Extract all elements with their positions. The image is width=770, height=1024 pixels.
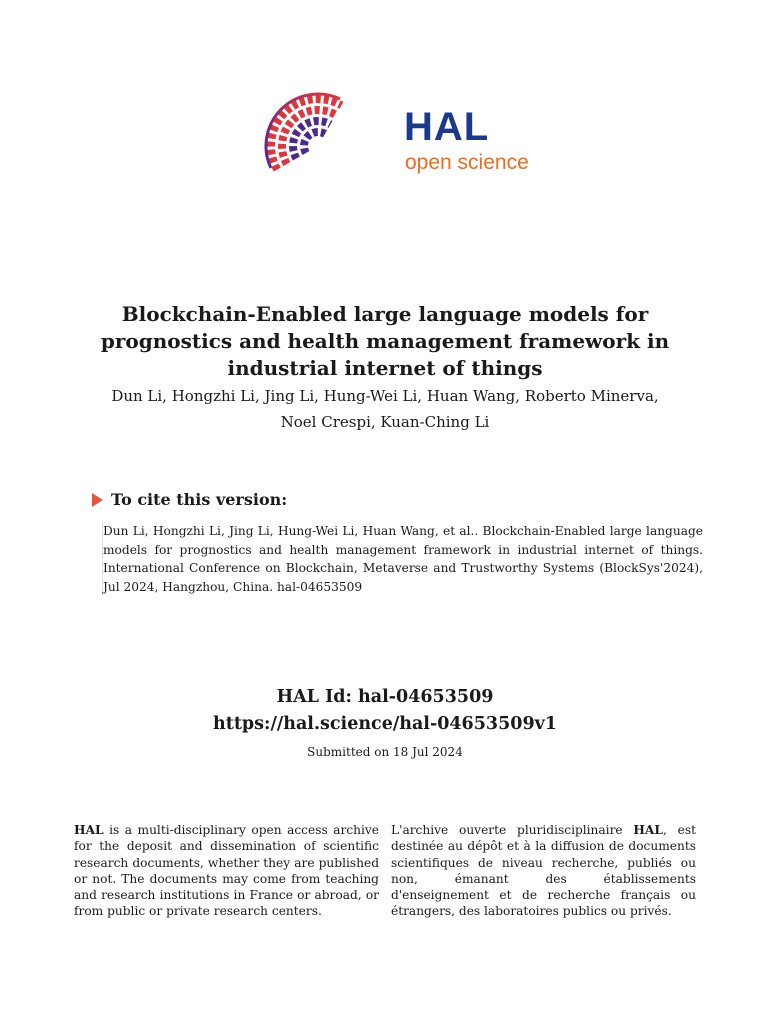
cite-heading-label: To cite this version: (111, 490, 288, 509)
logo-word: HAL (404, 105, 490, 149)
authors-line: Noel Crespi, Kuan-Ching Li (280, 413, 490, 431)
triangle-right-icon (92, 493, 103, 507)
hal-description-fr (391, 822, 696, 920)
hal-logo-arcs-icon (266, 94, 342, 170)
hal-description-fr-text-2: , est destinée au dépôt et à la diffusion de documents scientifiques de niveau recherche, publiés ou non, émanant des établissements d'enseignement et de recherche français ou étrangers, des laboratoires publics ou privés. (391, 823, 696, 919)
author-list (60, 383, 710, 435)
hal-identifier-block (60, 684, 710, 738)
hal-bold: HAL (74, 823, 104, 837)
logo-arc-band (304, 132, 325, 153)
logo-tagline: open science (405, 151, 529, 174)
title-line: Blockchain-Enabled large language models for (121, 302, 649, 326)
title-line: industrial internet of things (227, 356, 543, 380)
submission-date: Submitted on 18 Jul 2024 (307, 745, 463, 759)
hal-bold: HAL (633, 823, 663, 837)
hal-description-fr-text-1: L'archive ouverte pluridisciplinaire (391, 823, 634, 837)
logo-arc-band (293, 121, 331, 159)
hal-id: HAL Id: hal-04653509 (276, 687, 494, 707)
authors-line: Dun Li, Hongzhi Li, Jing Li, Hung-Wei Li, Huan Wang, Roberto Minerva, (111, 387, 659, 405)
hal-url-link[interactable]: https://hal.science/hal-04653509v1 (213, 714, 557, 734)
hal-description-en-text: is a multi-disciplinary open access archive for the deposit and dissemination of scientific research documents, whether they are published or not. The documents may come from teaching and research institutions in France or abroad, or from public or private research centers. (74, 823, 379, 919)
hal-description-en (74, 822, 379, 920)
citation-text: Dun Li, Hongzhi Li, Jing Li, Hung-Wei Li, Huan Wang, et al.. Blockchain-Enabled large language models for prognostics and health management framework in industrial internet of things. International Conference on Blockchain, Metaverse and Trustworthy Systems (BlockSys'2024), Jul 2024, Hangzhou, China. hal-04653509 (102, 522, 703, 596)
cite-heading (92, 490, 287, 510)
hal-open-science-logo (258, 88, 558, 200)
title-line: prognostics and health management framework in (100, 329, 670, 353)
paper-title (60, 301, 710, 382)
